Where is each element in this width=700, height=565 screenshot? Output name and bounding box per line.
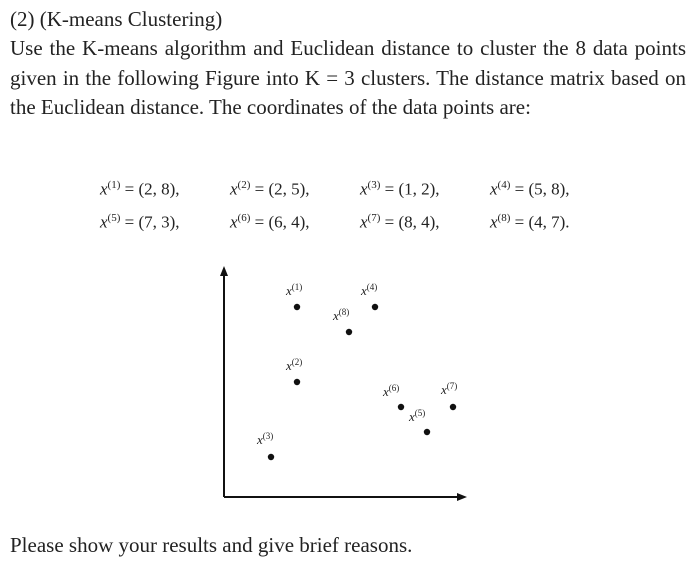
coordinate-list — [100, 171, 600, 236]
coordinate-2: $x^{(2)} = (2$, 5), — [230, 179, 310, 199]
y-axis — [220, 266, 228, 497]
coordinate-1: $x^{(1)} = (2$, 8), — [100, 179, 180, 199]
coordinate-row-2 — [100, 204, 600, 237]
point-label: $x^{(8)}$ — [333, 307, 350, 323]
x-axis — [224, 493, 467, 501]
problem-heading: (2) (K-means Clustering) — [10, 7, 223, 31]
point-label: $x^{(5)}$ — [409, 408, 426, 424]
data-point-5 — [408, 408, 430, 435]
point-dot — [450, 404, 456, 410]
point-dot — [424, 429, 430, 435]
point-label: $x^{(6)}$ — [383, 383, 400, 399]
coordinate-4: $x^{(4)} = (5$, 8), — [490, 179, 570, 199]
points-layer — [256, 282, 457, 460]
data-point-6 — [382, 383, 404, 410]
coordinate-3: $x^{(3)} = (1$, 2), — [360, 179, 440, 199]
data-point-3 — [256, 431, 274, 460]
data-point-2 — [285, 357, 302, 385]
point-label: $x^{(3)}$ — [257, 431, 274, 447]
data-point-1 — [285, 282, 302, 310]
closing-instruction: Please show your results and give brief reasons. — [10, 533, 413, 557]
data-point-4 — [360, 282, 378, 310]
point-dot — [398, 404, 404, 410]
point-dot — [372, 304, 378, 310]
y-axis-arrow-icon — [220, 266, 228, 276]
coordinate-7: $x^{(7)} = (8$, 4), — [360, 211, 440, 232]
point-dot — [268, 454, 274, 460]
coordinate-6: $x^{(6)} = (6$, 4), — [230, 211, 310, 232]
data-point-7 — [440, 381, 457, 410]
x-axis-arrow-icon — [457, 493, 467, 501]
coordinate-row-1 — [100, 171, 600, 204]
point-dot — [346, 329, 352, 335]
data-point-8 — [332, 307, 352, 335]
point-dot — [294, 304, 300, 310]
point-label: $x^{(1)}$ — [286, 282, 303, 298]
point-label: $x^{(7)}$ — [441, 381, 458, 397]
point-dot — [294, 379, 300, 385]
coordinate-5: $x^{(5)} = (7$, 3), — [100, 211, 180, 232]
point-label: $x^{(2)}$ — [286, 357, 303, 373]
coordinate-8: $x^{(8)} = (4$, 7). — [490, 211, 570, 232]
scatter-figure — [212, 262, 472, 512]
problem-intro: Use the K-means algorithm and Euclidean distance to cluster the 8 data points given in the following Figure into K = 3 clusters. The distance matrix based on the Euclidean distance. The coordinates of the data points are: — [10, 36, 686, 119]
point-label: $x^{(4)}$ — [361, 282, 378, 298]
